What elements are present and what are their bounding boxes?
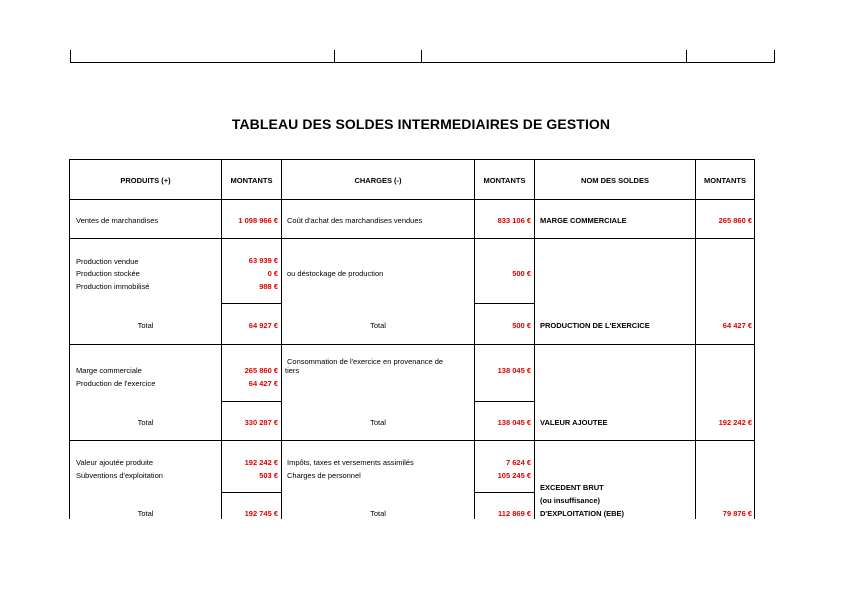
row4-total-label: Total	[137, 509, 154, 518]
header-montants-soldes: MONTANTS	[704, 176, 746, 185]
row2-produit-item: Production immobilisé	[76, 282, 150, 291]
row3-solde: VALEUR AJOUTEE	[540, 418, 608, 427]
row3-produit-amount: 64 427 €	[248, 379, 278, 388]
row4-solde-line2: (ou insuffisance)	[540, 496, 601, 505]
row4-charge-item: Charges de personnel	[287, 471, 361, 480]
row3-total-charges-label: Total	[370, 418, 386, 427]
row4-charge-item: Impôts, taxes et versements assimilés	[287, 458, 414, 467]
row3-produit-amount: 265 860 €	[244, 366, 278, 375]
row2-produit-amount: 988 €	[259, 282, 278, 291]
row4-solde-line1: EXCEDENT BRUT	[540, 483, 604, 492]
row3-total-produits: 330 287 €	[244, 418, 278, 427]
row1-solde: MARGE COMMERCIALE	[540, 216, 627, 225]
row3-produit-item: Marge commerciale	[76, 366, 142, 375]
row3-solde-amount: 192 242 €	[718, 418, 752, 427]
row2-solde-amount: 64 427 €	[722, 321, 752, 330]
row3-charge-line1: Consommation de l'exercice en provenance de	[287, 357, 444, 366]
row2-solde: PRODUCTION DE L'EXERCICE	[540, 321, 650, 330]
row2-total-label: Total	[137, 321, 154, 330]
row4-total-produits: 192 745 €	[244, 509, 278, 518]
row2-produit-item: Production vendue	[76, 257, 139, 266]
row1-charge: Coût d'achat des marchandises vendues	[287, 216, 423, 225]
row2-total-produits: 64 927 €	[248, 321, 278, 330]
row2-produit-amount: 63 939 €	[248, 256, 278, 265]
row2-produit-amount: 0 €	[267, 269, 278, 278]
header-soldes: NOM DES SOLDES	[581, 176, 649, 185]
header-produits: PRODUITS (+)	[120, 176, 171, 185]
row4-solde-amount: 79 876 €	[722, 509, 752, 518]
row3-charge-line2: tiers	[285, 366, 300, 375]
header-montants-produits: MONTANTS	[230, 176, 273, 185]
row4-total-charges: 112 869 €	[498, 509, 531, 518]
row4-total-charges-label: Total	[370, 509, 386, 518]
row1-produit-amount: 1 098 966 €	[238, 216, 278, 225]
row3-total-label: Total	[137, 418, 154, 427]
row4-solde-line3: D'EXPLOITATION (EBE)	[540, 509, 625, 518]
row1-solde-amount: 265 860 €	[718, 216, 752, 225]
row1-produit: Ventes de marchandises	[76, 216, 159, 225]
row3-total-charges: 138 045 €	[497, 418, 531, 427]
header-charges: CHARGES (-)	[354, 176, 402, 185]
row3-charge-amount: 138 045 €	[497, 366, 531, 375]
row2-produit-item: Production stockée	[76, 269, 140, 278]
header-montants-charges: MONTANTS	[483, 176, 526, 185]
row2-total-charges-label: Total	[370, 321, 386, 330]
page-title: TABLEAU DES SOLDES INTERMEDIAIRES DE GESTION	[231, 116, 611, 132]
row2-charge: ou déstockage de production	[287, 269, 384, 278]
row2-charge-amount: 500 €	[512, 269, 531, 278]
row4-produit-item: Valeur ajoutée produite	[76, 458, 153, 467]
row4-produit-amount: 503 €	[259, 471, 278, 480]
row4-produit-item: Subventions d'exploitation	[76, 471, 163, 480]
row4-produit-amount: 192 242 €	[244, 458, 278, 467]
row1-charge-amount: 833 106 €	[497, 216, 531, 225]
row3-produit-item: Production de l'exercice	[76, 379, 156, 388]
row2-total-charges: 500 €	[512, 321, 531, 330]
row4-charge-amount: 105 245 €	[497, 471, 531, 480]
row4-charge-amount: 7 624 €	[505, 458, 531, 467]
